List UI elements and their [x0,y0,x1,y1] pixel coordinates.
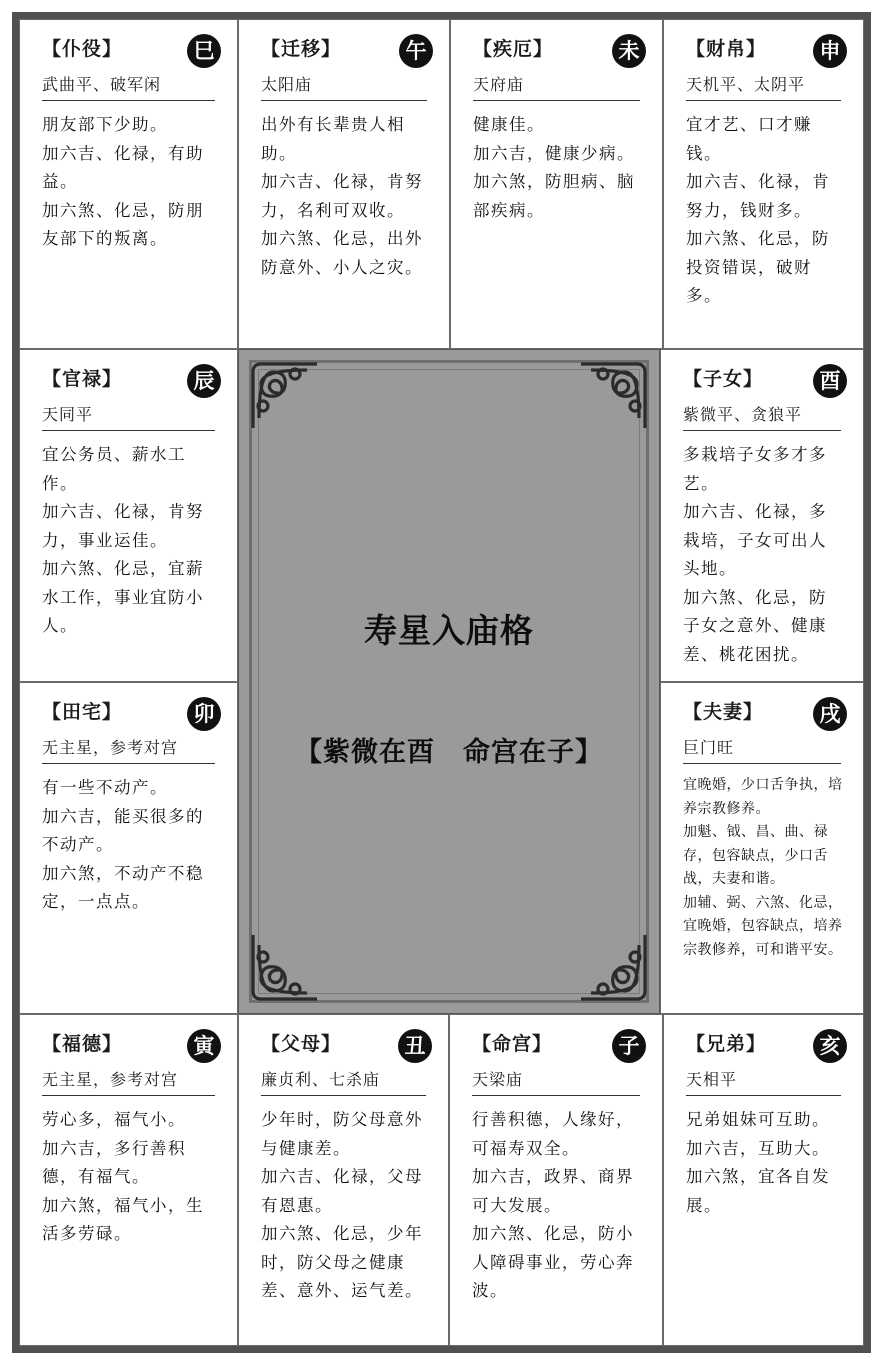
palace-stars: 天梁庙 [472,1067,640,1096]
palace-stars: 无主星，参考对宫 [42,735,215,764]
palace-description: 行善积德，人缘好，可福寿双全。 加六吉，政界、商界可大发展。 加六煞、化忌，防小人障碍事业，劳心奔波。 [472,1110,634,1300]
center-frame [249,360,649,1003]
corner-ornament-bottom-left [247,929,323,1005]
palace-minggong [449,1014,663,1346]
palace-puyi [19,19,238,349]
palace-qianyi [238,19,450,349]
palace-description: 健康佳。 加六吉，健康少病。 加六煞，防胆病、脑部疾病。 [473,115,635,220]
branch-badge: 戌 [813,697,847,731]
palace-stars: 无主星，参考对宫 [42,1067,215,1096]
palace-description: 宜才艺、口才赚钱。 加六吉、化禄，肯努力，钱财多。 加六煞、化忌，防投资错误，破财多。 [686,115,830,305]
ziwei-chart [12,12,871,1353]
palace-stars: 天同平 [42,402,215,431]
palace-stars: 太阳庙 [261,72,427,101]
palace-title: 【仆役】 [42,38,123,60]
palace-fuqi [660,682,864,1014]
branch-badge: 申 [813,34,847,68]
corner-ornament-top-right [575,358,651,434]
palace-xiongdi [663,1014,864,1346]
palace-title: 【疾厄】 [473,38,554,60]
palace-caibo [663,19,864,349]
palace-stars: 天府庙 [473,72,640,101]
palace-stars: 武曲平、破军闲 [42,72,215,101]
corner-ornament-bottom-right [575,929,651,1005]
palace-jie [450,19,663,349]
palace-title: 【父母】 [261,1033,342,1055]
center-inner-frame [258,369,640,994]
branch-badge: 辰 [187,364,221,398]
palace-description: 兄弟姐妹可互助。 加六吉，互助大。 加六煞，宜各自发展。 [686,1110,830,1215]
palace-description: 朋友部下少助。 加六吉、化禄，有助益。 加六煞、化忌，防朋友部下的叛离。 [42,115,204,248]
palace-description: 宜晚婚，少口舌争执，培养宗教修养。 加魁、钺、昌、曲、禄存，包容缺点，少口舌战，夫妻和谐。 加辅、弼、六煞、化忌，宜晚婚，包容缺点，培养宗教修养，可和谐平安。 [683,777,843,958]
palace-description: 有一些不动产。 加六吉，能买很多的不动产。 加六煞，不动产不稳定，一点点。 [42,778,204,911]
corner-ornament-top-left [247,358,323,434]
branch-badge: 酉 [813,364,847,398]
palace-title: 【夫妻】 [683,701,764,723]
palace-title: 【财帛】 [686,38,767,60]
branch-badge: 未 [612,34,646,68]
palace-title: 【迁移】 [261,38,342,60]
branch-badge: 寅 [187,1029,221,1063]
palace-stars: 廉贞利、七杀庙 [261,1067,426,1096]
palace-description: 少年时，防父母意外与健康差。 加六吉、化禄，父母有恩惠。 加六煞、化忌，少年时，防父母之健康差、意外、运气差。 [261,1110,423,1300]
branch-badge: 巳 [187,34,221,68]
center-subtitle: 【紫微在酉 命宫在子】 [295,737,603,768]
palace-zinv [660,349,864,682]
palace-title: 【兄弟】 [686,1033,767,1055]
center-panel [238,349,660,1014]
palace-fumu [238,1014,449,1346]
palace-stars: 紫微平、贪狼平 [683,402,841,431]
palace-description: 宜公务员、薪水工作。 加六吉、化禄，肯努力，事业运佳。 加六煞、化忌，宜薪水工作，事业宜防小人。 [42,445,204,635]
palace-description: 多栽培子女多才多艺。 加六吉、化禄，多栽培，子女可出人头地。 加六煞、化忌，防子女之意外、健康差、桃花困扰。 [683,445,827,664]
center-title: 寿星入庙格 [364,611,534,650]
palace-fude [19,1014,238,1346]
palace-title: 【命宫】 [472,1033,553,1055]
palace-guanlu [19,349,238,682]
palace-tianzhai [19,682,238,1014]
branch-badge: 卯 [187,697,221,731]
palace-title: 【田宅】 [42,701,123,723]
branch-badge: 午 [399,34,433,68]
palace-description: 劳心多，福气小。 加六吉，多行善积德，有福气。 加六煞，福气小，生活多劳碌。 [42,1110,204,1243]
palace-title: 【子女】 [683,368,764,390]
branch-badge: 亥 [813,1029,847,1063]
palace-description: 出外有长辈贵人相助。 加六吉、化禄，肯努力，名利可双收。 加六煞、化忌，出外防意外、小人之灾。 [261,115,423,277]
palace-stars: 天机平、太阴平 [686,72,841,101]
palace-stars: 天相平 [686,1067,841,1096]
palace-title: 【官禄】 [42,368,123,390]
branch-badge: 丑 [398,1029,432,1063]
branch-badge: 子 [612,1029,646,1063]
palace-stars: 巨门旺 [683,735,841,764]
palace-title: 【福德】 [42,1033,123,1055]
